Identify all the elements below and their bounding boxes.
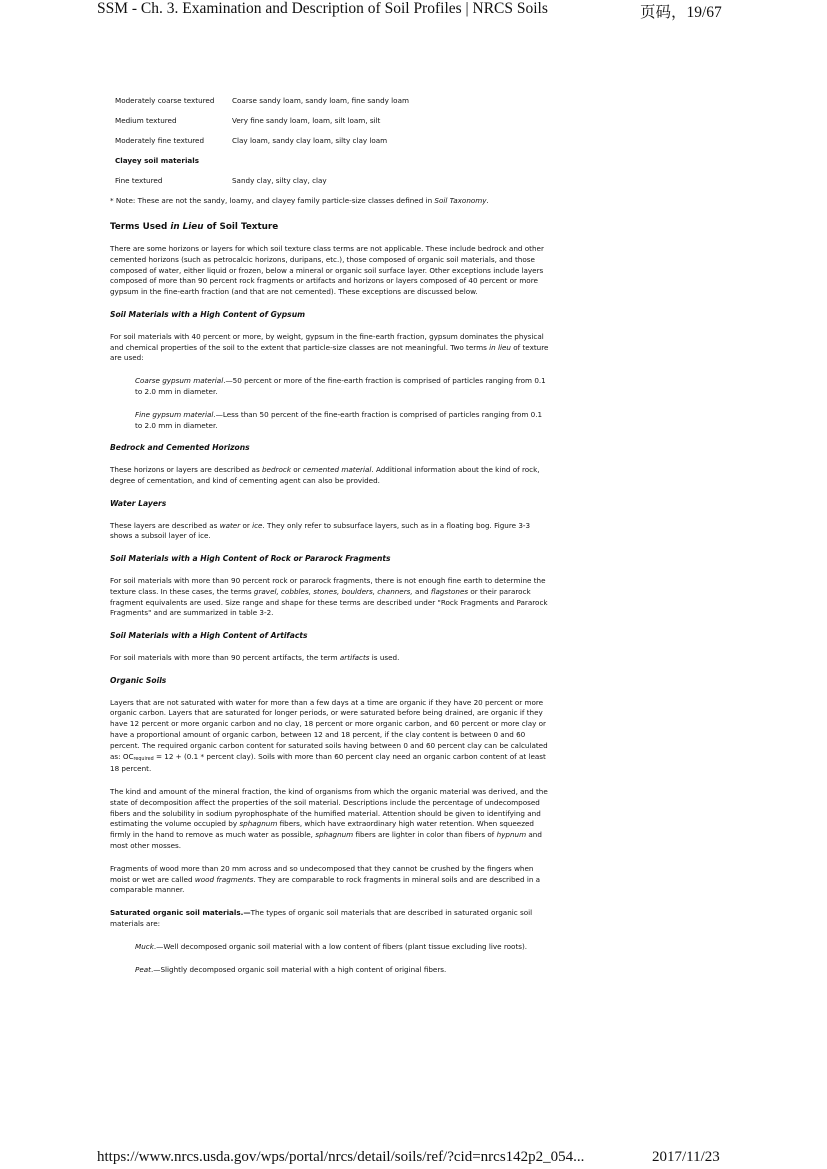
table-note [110,196,550,222]
paragraph-emphasis: bedrock [261,465,291,475]
paragraph [110,576,550,619]
paragraph-text: fibers are lighter in color than fibers of [353,830,497,840]
texture-names: Clay loam, sandy clay loam, silty clay loam [232,136,388,145]
paragraph [110,653,550,664]
paragraph-text: For soil materials with more than 90 percent rock or pararock fragments, there is not enough fine earth to determine the texture class. In these cases, the terms [110,575,546,596]
paragraph-text: . They are comparable to rock fragments in mineral soils and are described in a comparable manner. [110,874,541,895]
texture-class: Fine textured [115,176,163,185]
paragraph-text: = 12 + (0.1 * percent clay). Soils with more than 60 percent clay need an organic carbon content of at least 18 percent. [110,751,546,774]
paragraph [110,908,550,930]
paragraph [110,332,550,364]
note-text: * Note: These are not the sandy, loamy, and clayey family particle-size classes defined in [110,196,435,205]
subsection-heading: Soil Materials with a High Content of Artifacts [110,631,308,641]
formula-subscript: required [133,756,154,762]
heading-emphasis: in Lieu [170,222,204,232]
document-body [110,96,550,987]
definition-text: .—Less than 50 percent of the fine-earth fraction is comprised of particles ranging from 0.1 to 2.0 mm in diameter. [135,409,543,430]
texture-names: Sandy clay, silty clay, clay [232,176,327,185]
definition-text: .—50 percent or more of the fine-earth fraction is comprised of particles ranging from 0.1 to 2.0 mm in diameter. [135,376,546,396]
paragraph-text: For soil materials with 40 percent or more, by weight, gypsum in the fine-earth fraction, gypsum dominates the physical and chemical properties of the soil to the extent that particle-size classes are not meaningful. Two terms [110,331,544,352]
paragraph-text: These layers are described as [110,520,220,530]
paragraph-text: For soil materials with more than 90 percent artifacts, the term [110,652,340,662]
definition [135,942,550,953]
paragraph-emphasis: ice [252,520,263,530]
paragraph-text: . They only refer to subsurface layers, such as in a floating bog. Figure 3-3 shows a subsoil layer of ice. [110,520,531,541]
table-group-heading: Clayey soil materials [115,156,200,165]
texture-class: Medium textured [115,116,177,125]
paragraph-text: or [240,520,253,530]
page-header [0,0,827,20]
table-row [110,116,550,136]
paragraph [110,521,550,543]
definition-term: Muck [135,941,154,951]
paragraph-emphasis: sphagnum [239,819,278,829]
page-number: 页码，19/67 [640,4,722,21]
paragraph-emphasis: sphagnum [315,830,354,840]
subsection-heading: Organic Soils [110,675,167,685]
paragraph-text: The types of organic soil materials that are described in saturated organic soil materials are: [110,908,533,929]
definition-text: .—Well decomposed organic soil material with a low content of fibers (plant tissue excluding live roots). [153,941,528,951]
source-url: https://www.nrcs.usda.gov/wps/portal/nrcs/detail/soils/ref/?cid=nrcs142p2_054... [97,1149,585,1165]
heading-text: Terms Used [110,222,171,232]
subsection-heading: Soil Materials with a High Content of Gypsum [110,309,306,319]
paragraph-text: Fragments of wood more than 20 mm across and so undecomposed that they cannot be crushed by the fingers when moist or wet are called [110,863,534,884]
definition [135,965,550,976]
paragraph [110,465,550,487]
paragraph-emphasis: artifacts [339,652,370,662]
paragraph-text: and [412,586,431,596]
run-in-heading: Saturated organic soil materials.— [110,908,251,918]
paragraph-text: Layers that are not saturated with water for more than a few days at a time are organic if they have 20 percent or more organic carbon. Layers that are saturated for longer periods, or were saturated before being drained, are organic if they have 12 percent or more organic carbon and no clay, 18 percent or more organic carbon, and 60 percent or more clay or have a proportional amount of organic carbon, between 12 and 18 percent, if the clay content is between 0 and 60 percent. The required organic carbon content for saturated soils having between 0 and 60 percent clay can be calculated as: OC [110,697,548,761]
note-text: . [486,196,489,205]
subsection-heading: Soil Materials with a High Content of Rock or Pararock Fragments [110,554,391,564]
paragraph-emphasis: gravel, cobbles, stones, boulders, channers, [253,586,413,596]
paragraph: There are some horizons or layers for which soil texture class terms are not applicable. These include bedrock and other cemented horizons (such as petrocalcic horizons, duripans, etc.), those composed of organic soil materials, and those composed of water, either liquid or frozen, below a mineral or organic soil surface layer. Other exceptions include layers composed of more than 90 percent rock fragments or artifacts and horizons or layers composed of 40 percent or more gypsum in the fine-earth fraction (and that are not cemented). These exceptions are discussed below. [110,244,544,297]
texture-class: Moderately coarse textured [115,96,215,105]
paragraph-emphasis: hypnum [496,830,527,840]
paragraph-text: The kind and amount of the mineral fraction, the kind of organisms from which the organic material was derived, and the state of decomposition affect the properties of the soil material. Descriptions include the percentage of undecomposed fibers and the solubility in sodium pyrophosphate of the humified material. Attention should be given to identifying and estimating the volume occupied by [110,787,548,829]
document-title: SSM - Ch. 3. Examination and Description of Soil Profiles | NRCS Soils [97,0,548,17]
note-emphasis: Soil Taxonomy [434,196,487,205]
definition-term: Coarse gypsum material [135,376,224,386]
definition-term: Peat [135,964,151,974]
paragraph-text: . Additional information about the kind of rock, degree of cementation, and kind of cementing agent can also be provided. [110,465,540,485]
paragraph-emphasis: flagstones [430,586,469,596]
heading-text: of Soil Texture [203,222,279,232]
paragraph [110,698,550,776]
paragraph-emphasis: in lieu [489,342,511,352]
texture-names: Very fine sandy loam, loam, silt loam, silt [232,116,381,125]
texture-names: Coarse sandy loam, sandy loam, fine sandy loam [232,96,409,105]
definition [135,410,550,432]
paragraph-emphasis: wood fragments [194,874,254,884]
paragraph [110,864,550,896]
paragraph-emphasis: cemented material [302,465,372,475]
paragraph-text: or their pararock fragment equivalents are used. Size range and shape for these terms are described under "Rock Fragments and Pararock Fragments" and are summarized in table 3-2. [110,586,548,618]
paragraph-text: or [291,465,303,475]
definition [135,376,550,398]
subsection-heading: Bedrock and Cemented Horizons [110,443,250,453]
table-row [110,136,550,156]
paragraph-text: is used. [369,652,400,662]
subsection-heading: Water Layers [110,498,167,508]
definition-text: .—Slightly decomposed organic soil material with a high content of original fibers. [150,964,447,974]
page-footer [0,1149,827,1169]
paragraph-text: fibers, which have extraordinary high water retention. When squeezed firmly in the hand to remove as much water as possible, [110,819,534,840]
paragraph-text: of texture are used: [110,342,549,363]
texture-class: Moderately fine textured [115,136,205,145]
paragraph-text: and most other mosses. [110,830,542,851]
table-row [110,176,550,196]
print-date: 2017/11/23 [652,1149,720,1165]
paragraph-text: These horizons or layers are described as [110,465,262,475]
definition-term: Fine gypsum material [135,409,214,419]
table-row [110,96,550,116]
paragraph [110,787,550,852]
texture-table [110,96,550,222]
section-heading [110,222,550,233]
paragraph-emphasis: water [219,520,241,530]
